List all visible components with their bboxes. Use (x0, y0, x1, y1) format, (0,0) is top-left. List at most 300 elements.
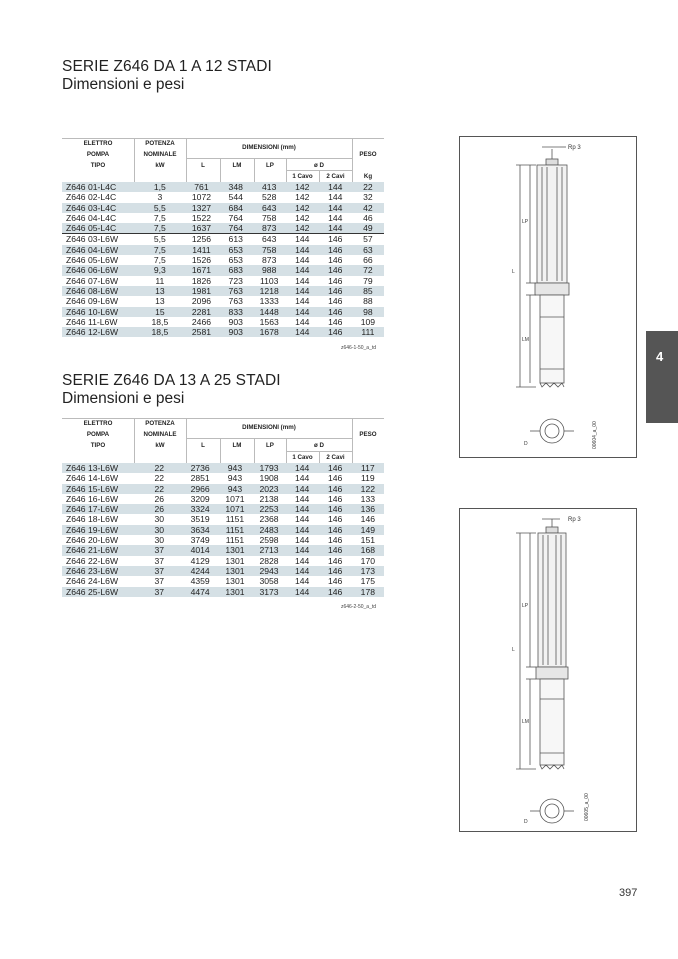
table-cell: 348 (219, 182, 253, 192)
table-cell: 144 (286, 484, 319, 494)
diagram1-rp: Rp 3 (568, 145, 581, 151)
table-cell: 79 (363, 275, 373, 286)
table-cell: Z646 12-L6W (62, 327, 136, 337)
hdr-lp: LP (266, 162, 274, 169)
table-cell: 146 (328, 255, 343, 266)
table-cell: Z646 19-L6W (62, 525, 136, 535)
table-row (62, 463, 384, 473)
hdr-dimensioni: DIMENSIONI (mm) (242, 144, 296, 151)
table-cell: 144 (286, 504, 319, 514)
table-cell: 3058 (259, 576, 279, 587)
table-cell: 1301 (218, 545, 253, 555)
table-cell: 1301 (225, 555, 245, 566)
table-cell: 42 (352, 203, 384, 213)
table-cell: Z646 23-L6W (62, 566, 136, 576)
table-cell: 643 (253, 203, 286, 213)
table-cell: 26 (154, 493, 165, 504)
table-cell: 413 (253, 182, 286, 192)
table-cell: 146 (319, 545, 352, 555)
hdr-tipo: TIPO (90, 162, 106, 169)
table-cell: 9,3 (136, 265, 184, 275)
table-cell: 653 (228, 255, 243, 266)
table-cell: Z646 03-L6W (66, 234, 119, 245)
table-cell: 142 (286, 182, 319, 192)
table-cell: 613 (228, 234, 243, 245)
table-cell: 1218 (253, 286, 286, 296)
table-row (62, 327, 384, 337)
table-cell: 873 (262, 255, 277, 266)
table2-ref: z646-2-50_a_td (341, 604, 377, 610)
table-cell: 943 (218, 484, 253, 494)
table-row (62, 296, 384, 306)
diagram2-l: L (512, 647, 515, 653)
table-cell: 144 (286, 566, 319, 576)
hdr-lp: LP (266, 442, 274, 449)
table-cell: 142 (286, 223, 319, 234)
table-cell: 1256 (191, 234, 212, 245)
table-cell: 142 (295, 212, 310, 223)
table-cell: 146 (360, 514, 376, 525)
table-row (62, 525, 384, 535)
page-number: 397 (619, 887, 638, 899)
table-cell: 4129 (190, 555, 210, 566)
table-cell: 30 (154, 535, 165, 546)
table-cell: 2581 (184, 327, 219, 337)
table-cell: 37 (136, 587, 183, 597)
diagram2-d: D (524, 819, 528, 825)
table-cell: 46 (363, 212, 373, 223)
table-cell: 122 (352, 484, 384, 494)
table-cell: 144 (294, 493, 310, 504)
table-cell: 13 (136, 286, 184, 296)
table-cell: 1526 (191, 255, 212, 266)
table-cell: 3324 (183, 504, 218, 514)
hdr-l: L (201, 442, 205, 449)
table-cell: 7,5 (136, 223, 184, 234)
table-row (62, 286, 384, 296)
table-cell: 146 (319, 245, 352, 255)
table-cell: 146 (328, 576, 343, 587)
table-cell: 146 (328, 234, 343, 245)
table-cell: Z646 02-L4C (66, 192, 117, 203)
table-cell: 146 (319, 463, 352, 473)
table-cell: 146 (328, 316, 343, 327)
table-row (62, 182, 384, 192)
table-cell: 151 (360, 535, 376, 546)
table-cell: 2713 (252, 545, 285, 555)
table-cell: 168 (352, 545, 384, 555)
table-cell: 903 (228, 316, 243, 327)
table-cell: 3634 (183, 525, 218, 535)
table-cell: Z646 16-L6W (66, 493, 119, 504)
table-cell: 144 (294, 514, 310, 525)
table-cell: 18,5 (151, 316, 169, 327)
hdr-l: L (201, 162, 205, 169)
hdr-elettro: ELETTRO (83, 140, 113, 147)
chapter-tab (646, 331, 678, 423)
table-cell: 1151 (218, 525, 253, 535)
table-cell: 144 (319, 182, 352, 192)
table-cell: Z646 20-L6W (66, 535, 119, 546)
hdr-elettro: ELETTRO (83, 420, 113, 427)
table-cell: 144 (295, 296, 310, 307)
hdr-lm: LM (232, 442, 242, 449)
table-cell: 22 (136, 484, 183, 494)
table-cell: Z646 11-L6W (66, 316, 118, 327)
table-cell: Z646 15-L6W (62, 484, 136, 494)
table-cell: 1103 (259, 275, 279, 286)
table-row (62, 317, 384, 327)
table-cell: 2253 (252, 504, 285, 514)
hdr-kg: Kg (363, 173, 373, 180)
table-row (62, 223, 384, 234)
table-cell: 2096 (191, 296, 212, 307)
table-cell: 26 (136, 504, 183, 514)
hdr-cavi2: 2 Cavi (326, 454, 345, 461)
table-row (62, 494, 384, 504)
table-cell: 144 (328, 192, 343, 203)
table-cell: 149 (352, 525, 384, 535)
table-cell: 684 (219, 203, 253, 213)
section1-title: SERIE Z646 DA 1 A 12 STADI (62, 58, 272, 75)
diagram1-lp: LP (522, 219, 529, 225)
table-cell: 111 (352, 327, 384, 337)
table-row (62, 307, 384, 317)
table-cell: 144 (295, 316, 310, 327)
table-cell: 142 (295, 192, 310, 203)
table-cell: 2368 (259, 514, 279, 525)
table-cell: 1448 (253, 307, 286, 317)
table-row (62, 556, 384, 566)
table-cell: 144 (286, 545, 319, 555)
table-cell: 1981 (184, 286, 219, 296)
table-cell: 2828 (259, 555, 279, 566)
table-cell: 3519 (190, 514, 210, 525)
table-cell: 1826 (191, 275, 212, 286)
hdr-cavo1: 1 Cavo (292, 454, 313, 461)
table-cell: 144 (286, 265, 319, 275)
table-cell: 146 (319, 327, 352, 337)
diagram2-lp: LP (522, 603, 529, 609)
table-cell: Z646 25-L6W (62, 587, 136, 597)
table-cell: 144 (319, 203, 352, 213)
table-cell: 2023 (252, 484, 285, 494)
table-cell: 18,5 (136, 327, 184, 337)
table-cell: 133 (360, 493, 376, 504)
table-cell: 2138 (259, 493, 279, 504)
table-cell: 683 (219, 265, 253, 275)
table-cell: Z646 18-L6W (66, 514, 119, 525)
table-cell: 2598 (259, 535, 279, 546)
table-cell: 144 (295, 234, 310, 245)
table-cell: 5,5 (153, 234, 166, 245)
table-row (62, 276, 384, 286)
table-cell: 2736 (183, 463, 218, 473)
hdr-nominale: NOMINALE (143, 151, 177, 158)
table-cell: 146 (319, 566, 352, 576)
table-cell: 2966 (183, 484, 218, 494)
table-cell: 63 (352, 245, 384, 255)
table-cell: 763 (228, 296, 243, 307)
table-cell: 5,5 (136, 203, 184, 213)
chapter-tab-number: 4 (656, 349, 664, 364)
table-cell: 144 (286, 525, 319, 535)
table-cell: 761 (184, 182, 219, 192)
hdr-dimensioni: DIMENSIONI (mm) (242, 424, 296, 431)
table-cell: 144 (286, 327, 319, 337)
table-cell: 144 (294, 576, 310, 587)
section2-subtitle: Dimensioni e pesi (62, 390, 185, 407)
table-cell: 146 (319, 484, 352, 494)
table-cell: 22 (136, 463, 183, 473)
table-cell: 4474 (183, 587, 218, 597)
table1 (62, 182, 384, 337)
table-cell: 146 (328, 473, 343, 484)
table-cell: 144 (286, 463, 319, 473)
pump-diagram-2 (459, 508, 637, 832)
table-cell: 1151 (225, 514, 245, 525)
table-cell: 1678 (253, 327, 286, 337)
diagram1-d: D (524, 441, 528, 447)
table-row (62, 535, 384, 545)
table-cell: 7,5 (153, 212, 166, 223)
table-cell: 144 (328, 212, 343, 223)
hdr-peso: PESO (359, 151, 377, 158)
table-cell: 7,5 (153, 255, 166, 266)
table-row (62, 473, 384, 483)
section2-title: SERIE Z646 DA 13 A 25 STADI (62, 372, 281, 389)
table-cell: 175 (360, 576, 376, 587)
table-cell: 833 (219, 307, 253, 317)
table-cell: 7,5 (136, 245, 184, 255)
table-cell: Z646 05-L6W (66, 255, 119, 266)
table-cell: 988 (253, 265, 286, 275)
table-cell: 943 (227, 473, 243, 484)
table-cell: Z646 06-L6W (62, 265, 136, 275)
table-cell: Z646 17-L6W (62, 504, 136, 514)
hdr-pompa: POMPA (86, 151, 110, 158)
table-cell: 653 (219, 245, 253, 255)
table-cell: Z646 13-L6W (62, 463, 136, 473)
table-cell: 1151 (225, 535, 245, 546)
table-cell: 37 (154, 576, 165, 587)
table-cell: 144 (294, 535, 310, 546)
table-cell: 119 (360, 473, 375, 484)
table-cell: 15 (136, 307, 184, 317)
table-cell: Z646 04-L4C (66, 212, 117, 223)
table-cell: 2466 (191, 316, 212, 327)
pump-diagram-1 (459, 136, 637, 458)
table-cell: 146 (328, 535, 343, 546)
table-cell: Z646 08-L6W (62, 286, 136, 296)
table-cell: 37 (154, 555, 165, 566)
table-cell: 98 (352, 307, 384, 317)
table-cell: 13 (155, 296, 165, 307)
table-cell: 4014 (183, 545, 218, 555)
table-cell: 2851 (190, 473, 210, 484)
table-cell: 32 (363, 192, 373, 203)
table-row (62, 265, 384, 275)
table2-header (62, 418, 384, 463)
table-cell: 109 (360, 316, 376, 327)
table-row (62, 192, 384, 202)
table-cell: Z646 03-L4C (62, 203, 136, 213)
table-row (62, 213, 384, 223)
table-row (62, 514, 384, 524)
hdr-pompa: POMPA (86, 431, 110, 438)
table-cell: Z646 07-L6W (66, 275, 119, 286)
table-cell: Z646 04-L6W (62, 245, 136, 255)
table-cell: 178 (352, 587, 384, 597)
table-row (62, 504, 384, 514)
table-cell: 2943 (252, 566, 285, 576)
diagram2-code: 00605_a_00 (584, 793, 590, 821)
table-cell: 1301 (218, 566, 253, 576)
table-cell: 2281 (184, 307, 219, 317)
table-cell: 72 (352, 265, 384, 275)
table1-ref: z646-1-50_a_td (341, 345, 377, 351)
table-cell: 146 (319, 265, 352, 275)
hdr-kw: kW (155, 442, 165, 449)
table-cell: 758 (262, 212, 277, 223)
table-cell: Z646 21-L6W (62, 545, 136, 555)
hdr-tipo: TIPO (90, 442, 106, 449)
table-cell: 1671 (184, 265, 219, 275)
table-cell: 146 (319, 587, 352, 597)
table-cell: 528 (262, 192, 277, 203)
table-cell: 142 (286, 203, 319, 213)
diagram1-l: L (512, 269, 515, 275)
diagram1-code: 00604_a_00 (592, 421, 598, 449)
table-cell: 3 (157, 192, 163, 203)
table-cell: Z646 24-L6W (66, 576, 119, 587)
table-cell: 544 (228, 192, 243, 203)
table-cell: 144 (286, 245, 319, 255)
table-row (62, 245, 384, 255)
table-cell: 144 (286, 587, 319, 597)
table-cell: 643 (262, 234, 277, 245)
table-cell: 37 (136, 545, 183, 555)
table-cell: 723 (228, 275, 243, 286)
table-cell: 144 (286, 307, 319, 317)
table-cell: 763 (219, 286, 253, 296)
table-cell: 758 (253, 245, 286, 255)
table-cell: Z646 14-L6W (66, 473, 119, 484)
pump-drawing-2 (460, 509, 636, 831)
table-cell: 1071 (225, 493, 245, 504)
table-row (62, 484, 384, 494)
table-cell: 1908 (259, 473, 279, 484)
hdr-potenza: POTENZA (145, 420, 175, 427)
table-cell: 1637 (184, 223, 219, 234)
table-cell: 1333 (259, 296, 279, 307)
hdr-cavo1: 1 Cavo (292, 173, 313, 180)
section1-heading (62, 58, 272, 94)
table-cell: Z646 01-L4C (62, 182, 136, 192)
table-cell: 764 (219, 223, 253, 234)
diagram2-rp: Rp 3 (568, 517, 581, 523)
table-cell: 3749 (190, 535, 210, 546)
table-cell: 144 (286, 286, 319, 296)
hdr-lm: LM (232, 162, 242, 169)
table-row (62, 545, 384, 555)
table-row (62, 587, 384, 597)
section2-heading (62, 372, 281, 408)
table-cell: 1,5 (136, 182, 184, 192)
table-cell: 146 (319, 307, 352, 317)
table-row (62, 566, 384, 576)
table-cell: 85 (352, 286, 384, 296)
diagram1-lm: LM (522, 337, 529, 343)
table-cell: 146 (319, 525, 352, 535)
hdr-nominale: NOMINALE (143, 431, 177, 438)
table-row (62, 255, 384, 265)
table2 (62, 463, 384, 597)
section1-subtitle: Dimensioni e pesi (62, 76, 185, 93)
table-cell: 1411 (184, 245, 219, 255)
table-cell: 22 (154, 473, 165, 484)
table-cell: 1793 (252, 463, 285, 473)
pump-drawing-1 (460, 137, 636, 457)
hdr-od: ø D (314, 442, 324, 449)
table-cell: 30 (136, 525, 183, 535)
hdr-kw: kW (155, 162, 165, 169)
table-cell: 873 (253, 223, 286, 234)
table-cell: 66 (363, 255, 373, 266)
table-cell: 146 (328, 275, 343, 286)
table-cell: 1563 (259, 316, 279, 327)
table-cell: 1071 (218, 504, 253, 514)
table-cell: 144 (319, 223, 352, 234)
table-cell: 146 (319, 286, 352, 296)
diagram2-lm: LM (522, 719, 529, 725)
table-cell: 943 (218, 463, 253, 473)
table-cell: 144 (294, 555, 310, 566)
table-cell: 764 (228, 212, 243, 223)
table-cell: Z646 22-L6W (66, 555, 119, 566)
hdr-cavi2: 2 Cavi (326, 173, 345, 180)
table-cell: 22 (352, 182, 384, 192)
table-cell: 49 (352, 223, 384, 234)
table-cell: 3209 (190, 493, 210, 504)
table1-header (62, 138, 384, 182)
table-cell: 170 (360, 555, 376, 566)
table-cell: 1301 (218, 587, 253, 597)
table-cell: 173 (352, 566, 384, 576)
table-cell: 4359 (190, 576, 210, 587)
table-row (62, 234, 384, 245)
table-cell: 117 (352, 463, 384, 473)
table-row (62, 576, 384, 586)
table-cell: 37 (136, 566, 183, 576)
table-cell: 146 (328, 493, 343, 504)
table-cell: 1522 (191, 212, 212, 223)
table-cell: 1072 (191, 192, 212, 203)
table-cell: 4244 (183, 566, 218, 576)
table-cell: 146 (328, 296, 343, 307)
table-cell: 11 (155, 275, 165, 286)
table-cell: Z646 10-L6W (62, 307, 136, 317)
table-cell: 1301 (225, 576, 245, 587)
table-cell: 903 (219, 327, 253, 337)
table-row (62, 203, 384, 213)
table-cell: 2483 (252, 525, 285, 535)
table-cell: 30 (154, 514, 165, 525)
table-cell: 1327 (184, 203, 219, 213)
table-cell: 144 (294, 473, 310, 484)
hdr-peso: PESO (359, 431, 377, 438)
table-cell: 57 (363, 234, 373, 245)
